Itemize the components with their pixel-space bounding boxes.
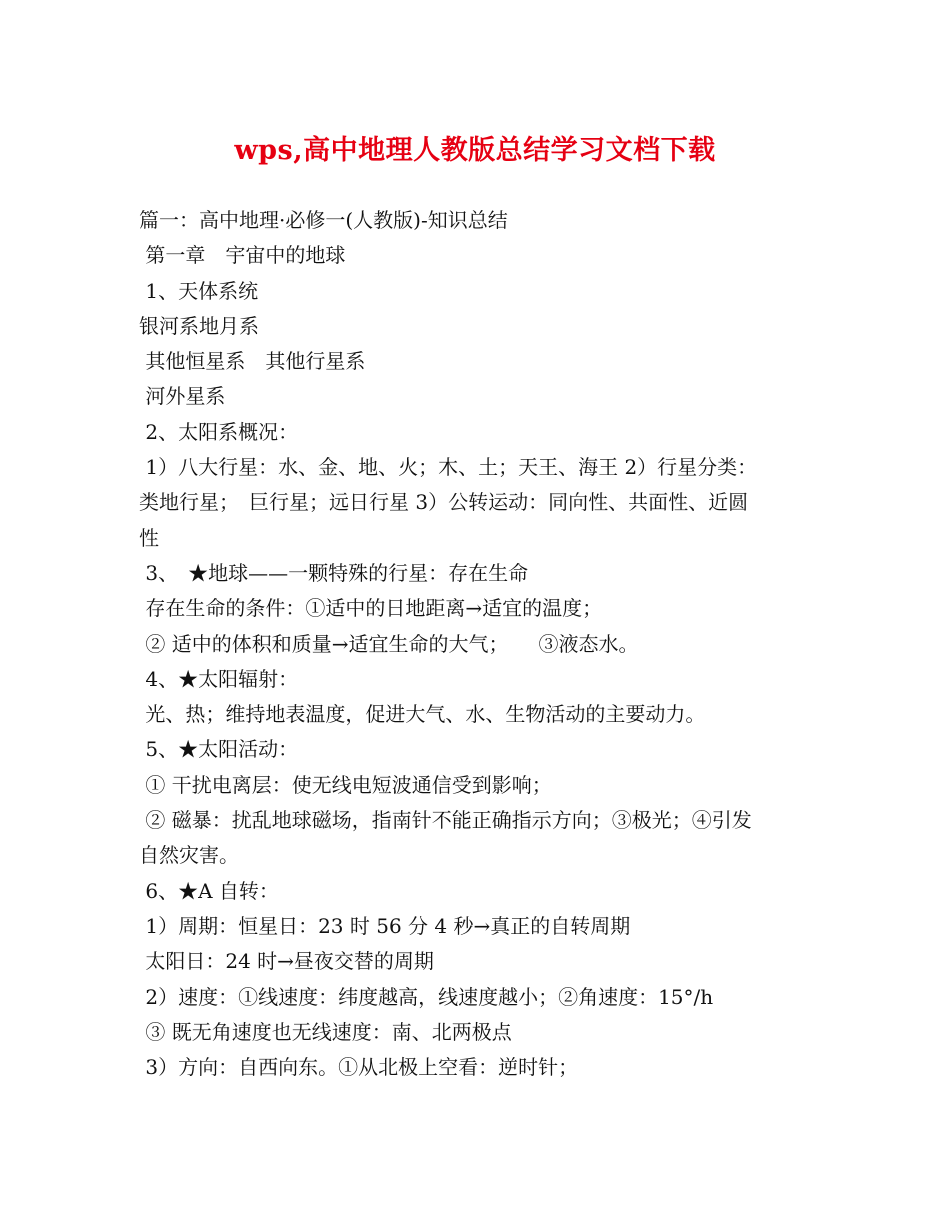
body-line: 4、★太阳辐射： xyxy=(139,666,299,691)
body-line: 2、太阳系概况： xyxy=(139,419,299,444)
body-line: 3）方向：自西向东。①从北极上空看：逆时针； xyxy=(139,1055,579,1080)
body-line: ② 磁暴：扰乱地球磁场，指南针不能正确指示方向；③极光；④引发 xyxy=(139,808,752,833)
body-line: 3、 ★地球——一颗特殊的行星：存在生命 xyxy=(139,560,529,585)
body-line: 太阳日：24 时→昼夜交替的周期 xyxy=(139,949,434,974)
body-line: ③ 既无角速度也无线速度：南、北两极点 xyxy=(139,1019,512,1044)
body-line: 1）周期：恒星日：23 时 56 分 4 秒→真正的自转周期 xyxy=(139,913,631,938)
body-line: 2）速度：①线速度：纬度越高，线速度越小；②角速度：15°/h xyxy=(139,984,714,1009)
body-line: 其他恒星系 其他行星系 xyxy=(139,349,366,374)
document-title: wps,高中地理人教版总结学习文档下载 xyxy=(234,135,716,166)
body-line: 自然灾害。 xyxy=(139,843,239,868)
body-line: ① 干扰电离层：使无线电短波通信受到影响； xyxy=(139,772,552,797)
body-line: 光、热；维持地表温度，促进大气、水、生物活动的主要动力。 xyxy=(139,702,706,727)
body-line: 1、天体系统 xyxy=(139,278,259,303)
document-body xyxy=(139,203,819,1085)
body-line: 篇一：高中地理·必修一(人教版)-知识总结 xyxy=(139,208,508,232)
body-line: 银河系地月系 xyxy=(139,313,259,338)
body-line: 1）八大行星：水、金、地、火；木、土；天王、海王 2）行星分类： xyxy=(139,455,758,480)
body-line: 第一章 宇宙中的地球 xyxy=(139,243,346,268)
body-line: 5、★太阳活动： xyxy=(139,737,299,762)
body-line: 类地行星； 巨行星；远日行星 3）公转运动：同向性、共面性、近圆 xyxy=(139,490,749,515)
body-line: 6、★A 自转： xyxy=(139,878,279,903)
body-line: 存在生命的条件：①适中的日地距离→适宜的温度； xyxy=(139,596,603,621)
body-line: 河外星系 xyxy=(139,384,226,409)
body-line: ② 适中的体积和质量→适宜生命的大气； ③液态水。 xyxy=(139,631,639,656)
body-line: 性 xyxy=(139,525,159,550)
